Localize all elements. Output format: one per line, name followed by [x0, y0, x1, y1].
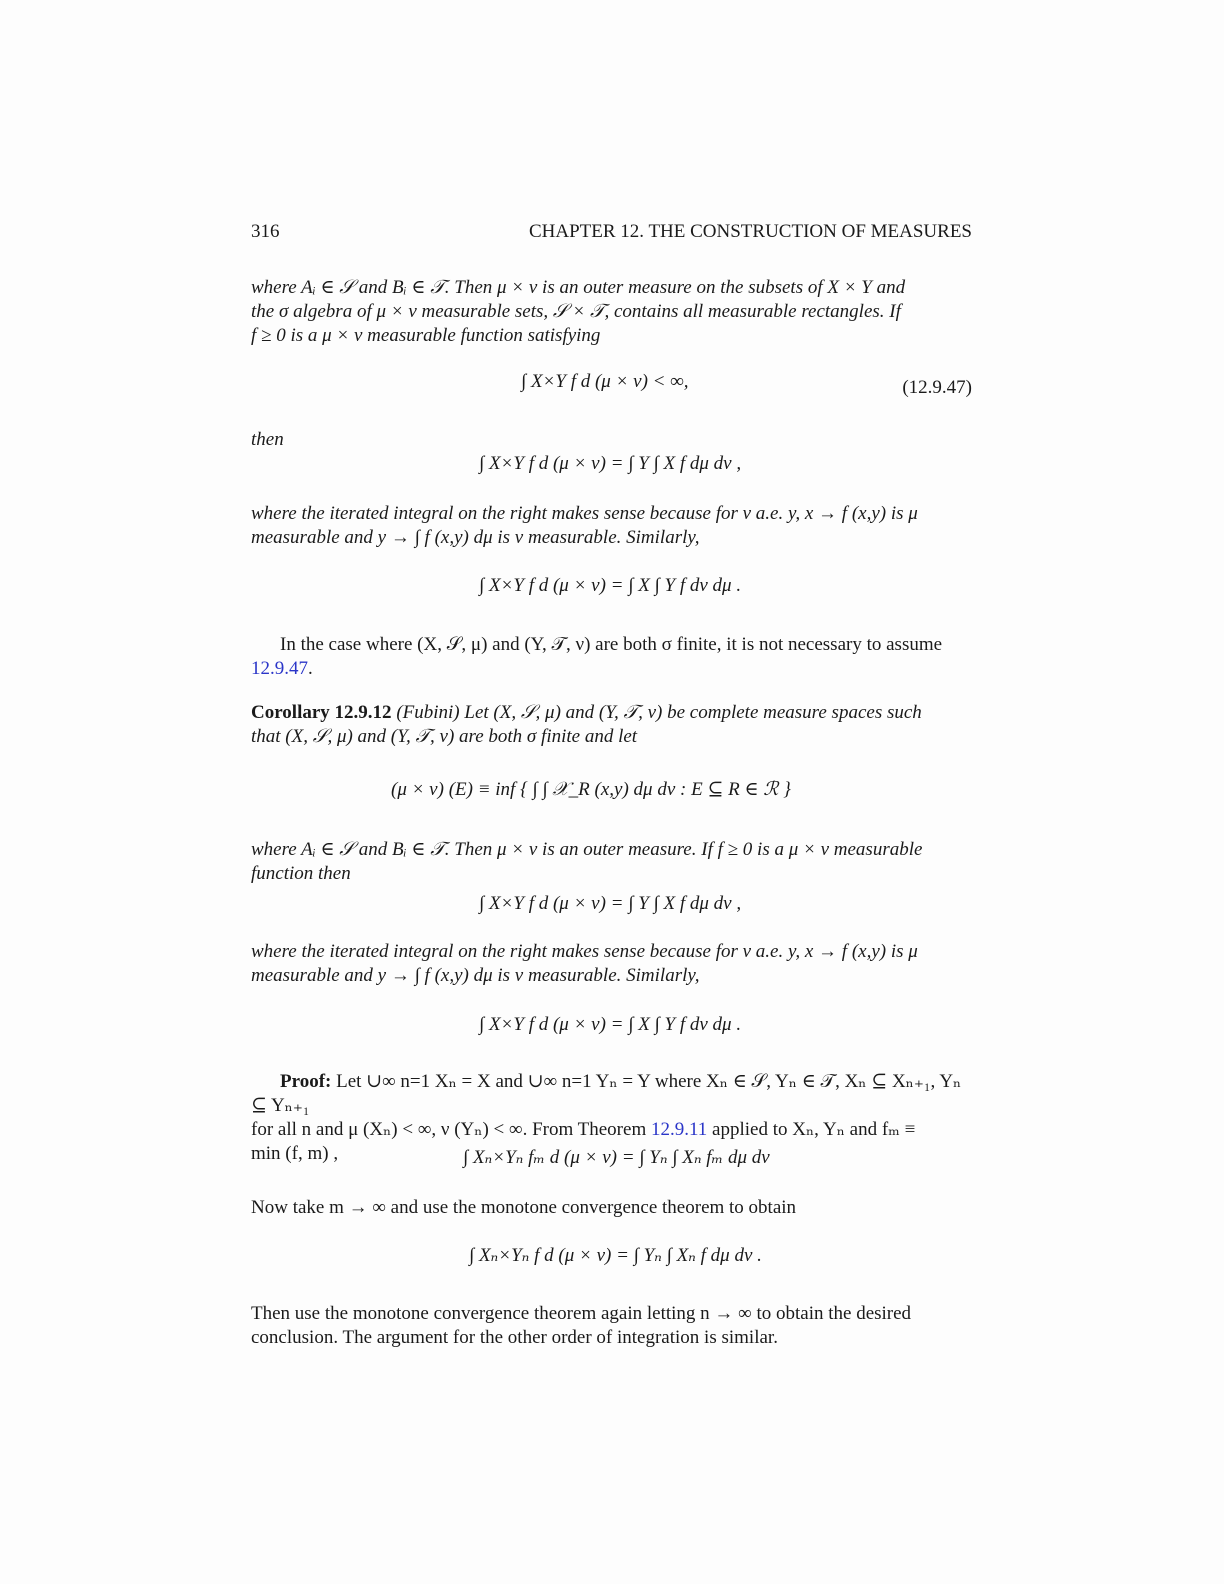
- equation-proof-b: [251, 1244, 972, 1292]
- proof-line-1: Let ∪∞ n=1 Xₙ = X and ∪∞ n=1 Yₙ = Y where Xₙ ∈ 𝒮, Yₙ ∈ 𝒯, Xₙ ⊆ Xₙ₊₁, Yₙ ⊆ Yₙ₊₁: [251, 1071, 962, 1116]
- equation-12-9-47: [251, 370, 972, 418]
- paragraph-tail: .: [308, 658, 313, 679]
- equation-formula: ∫ X×Y f d (μ × ν) < ∞,: [521, 371, 689, 392]
- theorem-tail: [251, 276, 972, 348]
- equation-inf-definition: [251, 778, 972, 826]
- theorem-line-1: where Aᵢ ∈ 𝒮 and Bᵢ ∈ 𝒯. Then μ × ν is an outer measure on the subsets of X × Y and: [251, 277, 906, 298]
- corollary-line-1: (Fubini) Let (X, 𝒮, μ) and (Y, 𝒯, ν) be complete measure spaces such: [396, 702, 922, 723]
- corollary-label: Corollary 12.9.12: [251, 702, 392, 723]
- equation-formula: ∫ Xₙ×Yₙ fₘ d (μ × ν) = ∫ Yₙ ∫ Xₙ fₘ dμ dν: [463, 1147, 770, 1168]
- text-line: where the iterated integral on the right makes sense because for ν a.e. y, x → f (x,y) is μ: [251, 941, 918, 962]
- text-line: function then: [251, 863, 351, 884]
- equation-formula: (μ × ν) (E) ≡ inf { ∫ ∫ 𝒳_R (x,y) dμ dν : E ⊆ R ∈ ℛ }: [391, 779, 791, 800]
- running-header: [251, 220, 972, 246]
- text-line: where the iterated integral on the right makes sense because for ν a.e. y, x → f (x,y) is μ: [251, 503, 918, 524]
- sigma-finite-paragraph: [251, 633, 972, 681]
- equation-formula: ∫ X×Y f d (μ × ν) = ∫ Y ∫ X f dμ dν ,: [479, 453, 742, 474]
- proof-label: Proof:: [280, 1071, 332, 1092]
- now-take-text: Now take m → ∞ and use the monotone convergence theorem to obtain: [251, 1197, 797, 1218]
- iterated-integral-text-a: [251, 502, 972, 550]
- theorem-reference-link[interactable]: 12.9.11: [650, 1119, 708, 1140]
- theorem-line-3: f ≥ 0 is a μ × ν measurable function satisfying: [251, 325, 601, 346]
- corollary-line-2: that (X, 𝒮, μ) and (Y, 𝒯, ν) are both σ finite and let: [251, 726, 638, 747]
- text-line: measurable and y → ∫ f (x,y) dμ is ν measurable. Similarly,: [251, 527, 700, 548]
- page-number: 316: [251, 221, 280, 242]
- equation-corollary-b: [251, 1013, 972, 1061]
- proof-line-2a: for all n and μ (Xₙ) < ∞, ν (Yₙ) < ∞. From Theorem: [251, 1119, 647, 1140]
- equation-proof-a: [251, 1146, 972, 1194]
- iterated-integral-text-b: [251, 940, 972, 988]
- equation-fubini-a: [251, 452, 972, 500]
- text-line: Then use the monotone convergence theorem again letting n → ∞ to obtain the desired: [251, 1303, 912, 1324]
- theorem-line-2: the σ algebra of μ × ν measurable sets, 𝒮 × 𝒯, contains all measurable rectangles. If: [251, 301, 901, 322]
- conclusion-paragraph: [251, 1302, 972, 1350]
- text-line: measurable and y → ∫ f (x,y) dμ is ν measurable. Similarly,: [251, 965, 700, 986]
- corollary-12-9-12: [251, 701, 972, 749]
- equation-formula: ∫ X×Y f d (μ × ν) = ∫ X ∫ Y f dν dμ .: [479, 1014, 742, 1035]
- text-line: conclusion. The argument for the other order of integration is similar.: [251, 1327, 778, 1348]
- then-label: then: [251, 429, 284, 450]
- text-line: where Aᵢ ∈ 𝒮 and Bᵢ ∈ 𝒯. Then μ × ν is an outer measure. If f ≥ 0 is a μ × ν measurable: [251, 839, 923, 860]
- equation-corollary-a: [251, 892, 972, 940]
- equation-fubini-b: [251, 574, 972, 622]
- proof-line-3: min (f, m) ,: [251, 1143, 339, 1164]
- paragraph-text: In the case where (X, 𝒮, μ) and (Y, 𝒯, ν) are both σ finite, it is not necessary to assume: [280, 634, 943, 655]
- equation-formula: ∫ Xₙ×Yₙ f d (μ × ν) = ∫ Yₙ ∫ Xₙ f dμ dν .: [469, 1245, 762, 1266]
- chapter-title: CHAPTER 12. THE CONSTRUCTION OF MEASURES: [528, 221, 972, 242]
- equation-formula: ∫ X×Y f d (μ × ν) = ∫ X ∫ Y f dν dμ .: [479, 575, 742, 596]
- equation-formula: ∫ X×Y f d (μ × ν) = ∫ Y ∫ X f dμ dν ,: [479, 893, 742, 914]
- corollary-text: [251, 838, 972, 886]
- equation-number: (12.9.47): [902, 377, 972, 398]
- proof-line-2b: applied to Xₙ, Yₙ and fₘ ≡: [712, 1119, 916, 1140]
- equation-reference-link[interactable]: 12.9.47: [251, 658, 308, 679]
